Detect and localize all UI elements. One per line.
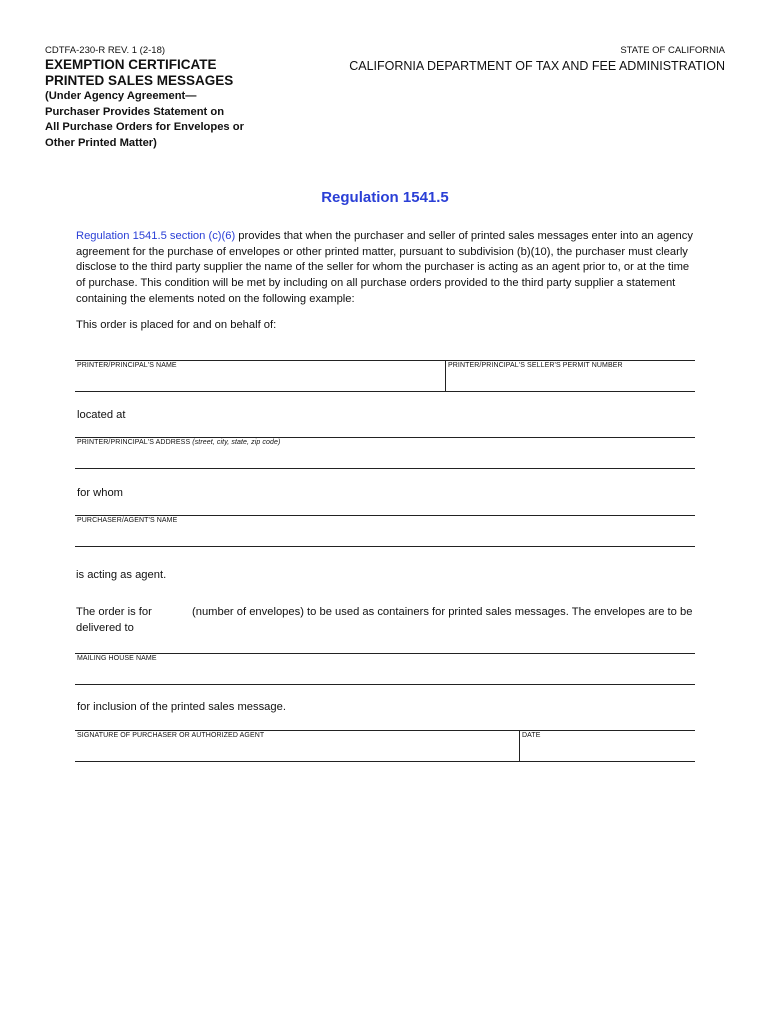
for-whom-text: for whom: [77, 487, 124, 499]
address-bottom-rule: [75, 468, 695, 469]
subtitle-line4: Other Printed Matter): [45, 136, 157, 149]
field-bottom-rule: [75, 391, 695, 392]
agent-bottom-rule: [75, 546, 695, 547]
signature-field[interactable]: [75, 738, 517, 760]
subtitle-line2: Purchaser Provides Statement on: [45, 105, 225, 118]
mailing-bottom-rule: [75, 684, 695, 685]
inclusion-text: for inclusion of the printed sales message.: [77, 701, 286, 713]
order-intro: This order is placed for and on behalf of:: [76, 319, 277, 331]
mailing-house-field[interactable]: [75, 661, 695, 683]
address-field[interactable]: [75, 446, 695, 468]
form-subtitle: [45, 89, 244, 151]
signature-label: SIGNATURE OF PURCHASER OR AUTHORIZED AGENT: [77, 732, 265, 739]
regulation-paragraph: [76, 229, 698, 308]
form-number: CDTFA-230-R REV. 1 (2-18): [45, 45, 166, 56]
principal-name-field[interactable]: [75, 367, 443, 390]
department-name: CALIFORNIA DEPARTMENT OF TAX AND FEE ADMINISTRATION: [349, 59, 725, 73]
date-label: DATE: [522, 732, 541, 739]
form-title-line2: PRINTED SALES MESSAGES: [45, 72, 234, 88]
field-top-rule: [75, 360, 695, 361]
acting-as-agent-text: is acting as agent.: [76, 569, 167, 581]
signature-bottom-rule: [75, 761, 695, 762]
signature-top-rule: [75, 730, 695, 731]
located-at-text: located at: [77, 409, 126, 421]
date-field[interactable]: [521, 738, 694, 760]
permit-number-field[interactable]: [447, 367, 694, 390]
order-is-for-text: The order is for: [76, 606, 152, 618]
mailing-top-rule: [75, 653, 695, 654]
permit-number-label: PRINTER/PRINCIPAL'S SELLER'S PERMIT NUMBER: [448, 362, 623, 369]
regulation-heading: Regulation 1541.5: [321, 189, 449, 206]
mailing-house-label: MAILING HOUSE NAME: [77, 655, 157, 662]
field-divider: [445, 360, 446, 391]
order-detail-text: (number of envelopes) to be used as containers for printed sales messages. The envelopes are to be: [192, 606, 693, 618]
agent-name-field[interactable]: [75, 523, 695, 545]
regulation-body: provides that when the purchaser and seller of printed sales messages enter into an agency agreement for the purchase of envelopes or other printed matter, pursuant to subdivision (b)(10), the purchaser must clearly disclose to the third party supplier the name of the seller for whom the purchaser is acting as an agent prior to, or at the time of purchase. This condition will be met by including on all purchase orders provided to the third party supplier a statement containing the elements noted on the following example:: [76, 230, 693, 305]
agent-top-rule: [75, 515, 695, 516]
form-title-line1: EXEMPTION CERTIFICATE: [45, 57, 217, 72]
state-label: STATE OF CALIFORNIA: [620, 45, 725, 56]
address-top-rule: [75, 437, 695, 438]
subtitle-line1: (Under Agency Agreement—: [45, 90, 197, 102]
principal-name-label: PRINTER/PRINCIPAL'S NAME: [77, 362, 177, 369]
delivered-to-text: delivered to: [76, 622, 134, 634]
address-hint: (street, city, state, zip code): [192, 439, 281, 446]
signature-divider: [519, 730, 520, 761]
address-label-text: PRINTER/PRINCIPAL'S ADDRESS: [77, 439, 191, 446]
agent-name-label: PURCHASER/AGENT'S NAME: [77, 517, 178, 524]
subtitle-line3: All Purchase Orders for Envelopes or: [45, 121, 244, 133]
envelope-count-field[interactable]: [155, 603, 189, 619]
regulation-link[interactable]: Regulation 1541.5 section (c)(6): [76, 230, 236, 242]
address-label: [77, 439, 280, 446]
form-title: [45, 57, 233, 88]
